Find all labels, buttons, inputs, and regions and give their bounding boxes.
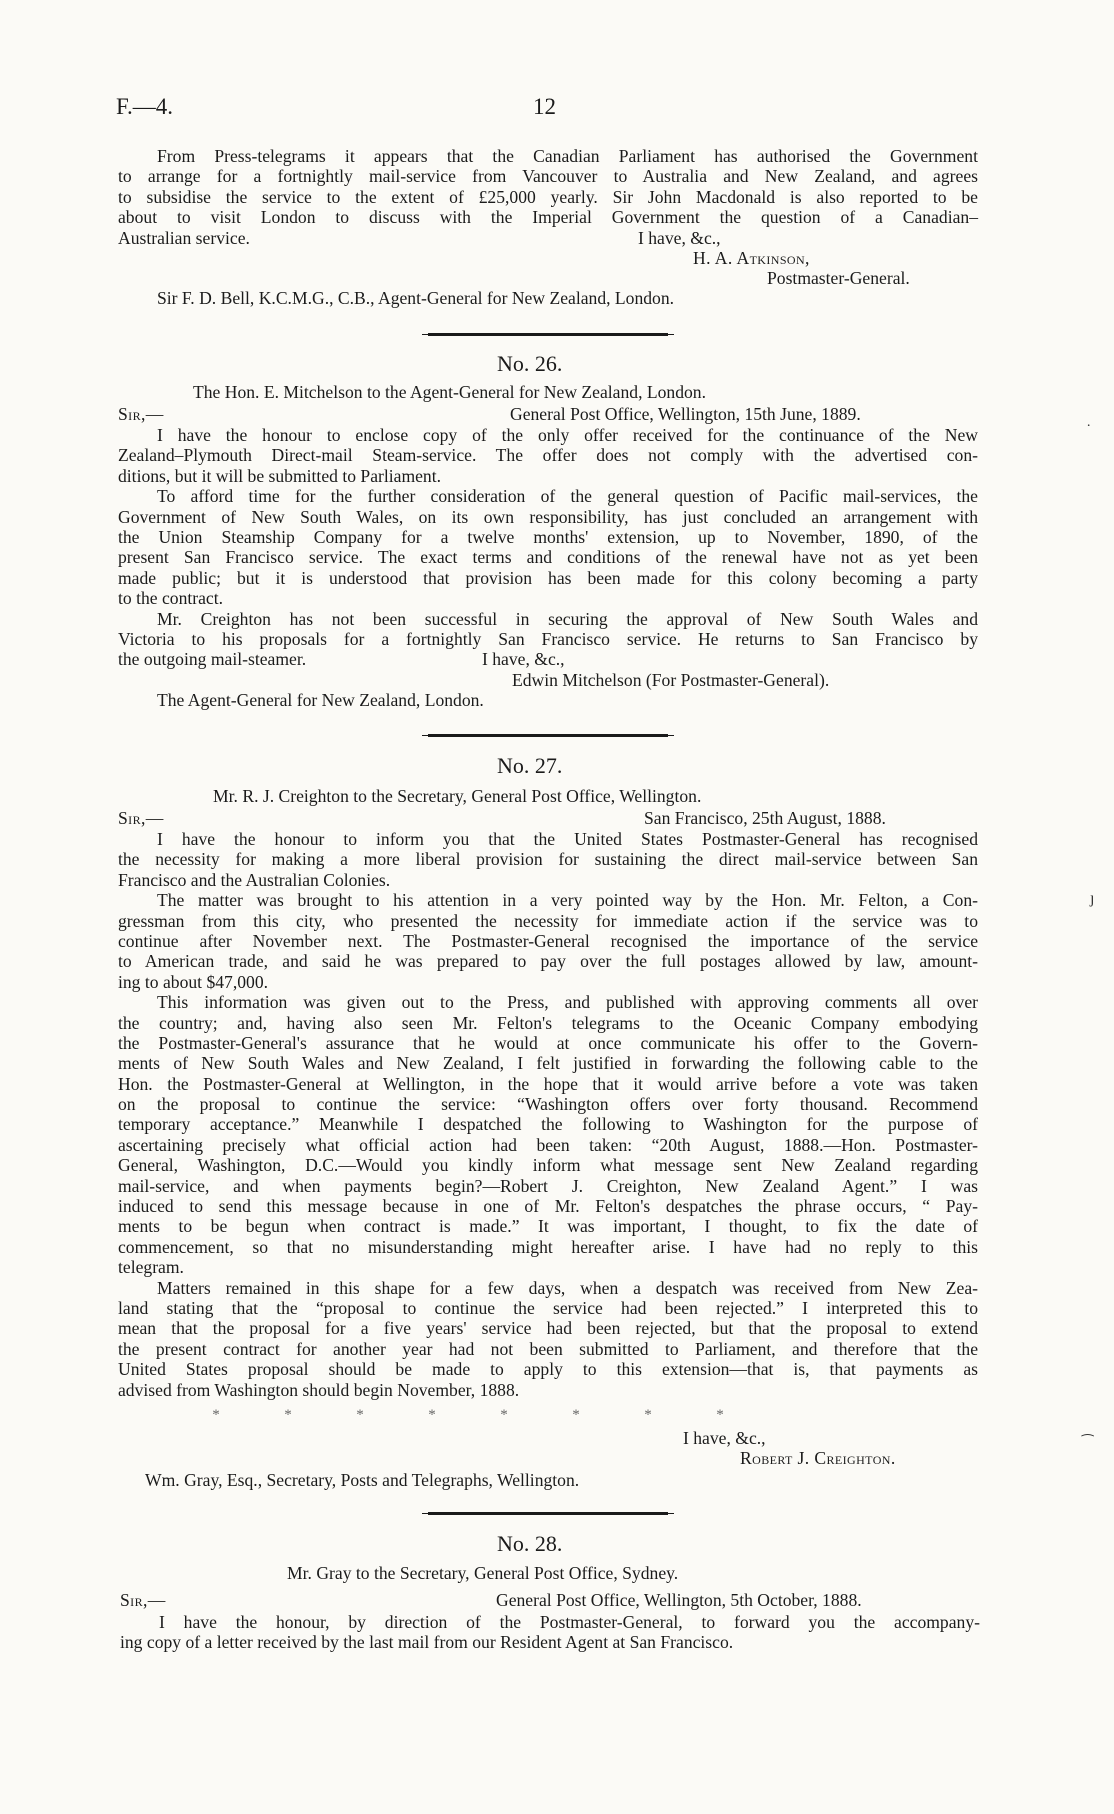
signature-title: Postmaster-General. <box>767 268 910 288</box>
text-line: Victoria to his proposals for a fortnightly San Francisco service. He returns to San Francisco by <box>118 628 978 649</box>
text-line: the outgoing mail-steamer. <box>118 649 307 670</box>
ellipsis-stars <box>180 1406 756 1424</box>
text-line: This information was given out to the Press, and published with approving comments all over <box>157 992 978 1013</box>
place-date: General Post Office, Wellington, 15th June, 1889. <box>510 404 861 424</box>
text-line: to the contract. <box>118 588 224 609</box>
star-mark: * <box>572 1407 580 1423</box>
text-line: temporary acceptance.” Meanwhile I despatched the following to Washington for the purpose of <box>118 1114 978 1135</box>
text-line: Francisco and the Australian Colonies. <box>118 869 391 890</box>
signature: Edwin Mitchelson (For Postmaster-General). <box>512 670 830 690</box>
section-divider <box>428 1512 668 1515</box>
text-line: the necessity for making a more liberal provision for sustaining the direct mail-service between San <box>118 849 978 870</box>
text-line: General, Washington, D.C.—Would you kindly inform what message sent New Zealand regarding <box>118 1155 978 1176</box>
text-line: advised from Washington should begin November, 1888. <box>118 1379 520 1400</box>
text-line: To afford time for the further consideration of the general question of Pacific mail-services, the <box>157 486 978 507</box>
text-line: ascertaining precisely what official action had been taken: “20th August, 1888.—Hon. Postmaster- <box>118 1134 978 1155</box>
margin-mark: ˙ <box>1086 422 1092 439</box>
margin-mark: ȷ <box>1090 890 1095 907</box>
text-line: Australian service. <box>118 227 250 248</box>
text-line: continue after November next. The Postmaster-General recognised the importance of the service <box>118 930 978 951</box>
text-line: on the proposal to continue the service: “Washington offers over forty thousand. Recommend <box>118 1094 978 1115</box>
letter-heading: Mr. R. J. Creighton to the Secretary, General Post Office, Wellington. <box>213 786 702 806</box>
salutation: Sir,— <box>118 808 164 828</box>
closing-have: I have, &c., <box>638 227 721 248</box>
letter-heading: The Hon. E. Mitchelson to the Agent-General for New Zealand, London. <box>193 382 707 402</box>
text-line: commencement, so that no misunderstanding might hereafter arise. I have had no reply to this <box>118 1236 978 1257</box>
text-line: the Postmaster-General's assurance that he would at once communicate his offer to the Govern- <box>118 1032 978 1053</box>
text-line: induced to send this message because in one of Mr. Felton's despatches the phrase occurs, “ Pay- <box>118 1196 978 1217</box>
star-mark: * <box>644 1407 652 1423</box>
document-reference: F.—4. <box>116 94 173 119</box>
closing-have: I have, &c., <box>482 649 565 670</box>
signature: Robert J. Creighton. <box>740 1448 896 1468</box>
star-mark: * <box>284 1407 292 1423</box>
letter-26-body <box>118 425 978 670</box>
margin-mark: ⁀ <box>1082 1436 1094 1451</box>
section-divider <box>428 333 668 336</box>
letter-28-body <box>120 1612 980 1653</box>
star-mark: * <box>500 1407 508 1423</box>
text-line: telegram. <box>118 1257 184 1278</box>
addressee: Sir F. D. Bell, K.C.M.G., C.B., Agent-General for New Zealand, London. <box>157 288 675 308</box>
salutation: Sir,— <box>118 404 164 424</box>
text-line: made public; but it is understood that provision has been made for this colony becoming a party <box>118 567 978 588</box>
text-line: the Union Steamship Company for a twelve months' extension, up to November, 1890, of the <box>118 526 978 547</box>
text-line: Mr. Creighton has not been successful in securing the approval of New South Wales and <box>157 608 978 629</box>
star-mark: * <box>356 1407 364 1423</box>
text-line: mail-service, and when payments begin?—Robert J. Creighton, New Zealand Agent.” I was <box>118 1175 978 1196</box>
star-mark: * <box>212 1407 220 1423</box>
page-number: 12 <box>533 94 556 119</box>
letter-number: No. 28. <box>497 1531 563 1556</box>
opening-paragraph <box>118 146 978 248</box>
section-divider <box>428 734 668 737</box>
text-line: ing to about $47,000. <box>118 971 269 992</box>
text-line: the country; and, having also seen Mr. Felton's telegrams to the Oceanic Company embodying <box>118 1012 978 1033</box>
star-mark: * <box>428 1407 436 1423</box>
text-line: ments of New South Wales and New Zealand, I felt justified in forwarding the following cable to the <box>118 1053 978 1074</box>
text-line: about to visit London to discuss with the Imperial Government the question of a Canadian– <box>118 207 978 228</box>
text-line: gressman from this city, who presented the necessity for immediate action if the service was to <box>118 910 978 931</box>
text-line: land stating that the “proposal to continue the service had been rejected.” I interpreted this to <box>118 1297 978 1318</box>
closing-have: I have, &c., <box>683 1428 766 1448</box>
text-line: United States proposal should be made to apply to this extension—that is, that payments as <box>118 1359 978 1380</box>
star-mark: * <box>716 1407 724 1423</box>
letter-number: No. 27. <box>497 753 563 778</box>
letter-number: No. 26. <box>497 351 563 376</box>
text-line: Government of New South Wales, on its own responsibility, has just concluded an arrangement with <box>118 506 978 527</box>
addressee: Wm. Gray, Esq., Secretary, Posts and Telegraphs, Wellington. <box>145 1470 580 1490</box>
text-line: present San Francisco service. The exact terms and conditions of the renewal have not as yet been <box>118 547 978 568</box>
place-date: San Francisco, 25th August, 1888. <box>644 808 886 828</box>
text-line: Zealand–Plymouth Direct-mail Steam-service. The offer does not comply with the advertised con- <box>118 445 978 466</box>
letter-27-body <box>118 829 978 1400</box>
text-line: to American trade, and said he was prepared to pay over the full postages allowed by law, amount- <box>118 951 978 972</box>
signature-name: H. A. Atkinson, <box>693 248 810 268</box>
text-line: The matter was brought to his attention in a very pointed way by the Hon. Mr. Felton, a Con- <box>157 890 978 911</box>
text-line: Hon. the Postmaster-General at Wellington, in the hope that it would arrive before a vote was taken <box>118 1073 978 1094</box>
letter-heading: Mr. Gray to the Secretary, General Post Office, Sydney. <box>287 1563 679 1583</box>
text-line: From Press-telegrams it appears that the Canadian Parliament has authorised the Government <box>157 146 978 166</box>
text-line: ditions, but it will be submitted to Parliament. <box>118 465 442 486</box>
text-line: mean that the proposal for a five years' service had been rejected, but that the proposal to extend <box>118 1318 978 1339</box>
text-line: the present contract for another year had not been submitted to Parliament, and therefore that the <box>118 1338 978 1359</box>
place-date: General Post Office, Wellington, 5th October, 1888. <box>496 1590 862 1610</box>
text-line: I have the honour to inform you that the United States Postmaster-General has recognised <box>157 829 978 849</box>
salutation: Sir,— <box>120 1590 166 1610</box>
text-line: to subsidise the service to the extent of £25,000 yearly. Sir John Macdonald is also reported to be <box>118 186 978 207</box>
addressee: The Agent-General for New Zealand, London. <box>157 690 484 710</box>
text-line: Matters remained in this shape for a few days, when a despatch was received from New Zea- <box>157 1277 978 1298</box>
text-line: I have the honour, by direction of the Postmaster-General, to forward you the accompany- <box>159 1612 980 1632</box>
text-line: to arrange for a fortnightly mail-service from Vancouver to Australia and New Zealand, and agrees <box>118 166 978 187</box>
text-line: ments to be begun when contract is made.” It was important, I thought, to fix the date of <box>118 1216 978 1237</box>
text-line: I have the honour to enclose copy of the only offer received for the continuance of the New <box>157 425 978 445</box>
text-line: ing copy of a letter received by the last mail from our Resident Agent at San Francisco. <box>120 1632 734 1653</box>
